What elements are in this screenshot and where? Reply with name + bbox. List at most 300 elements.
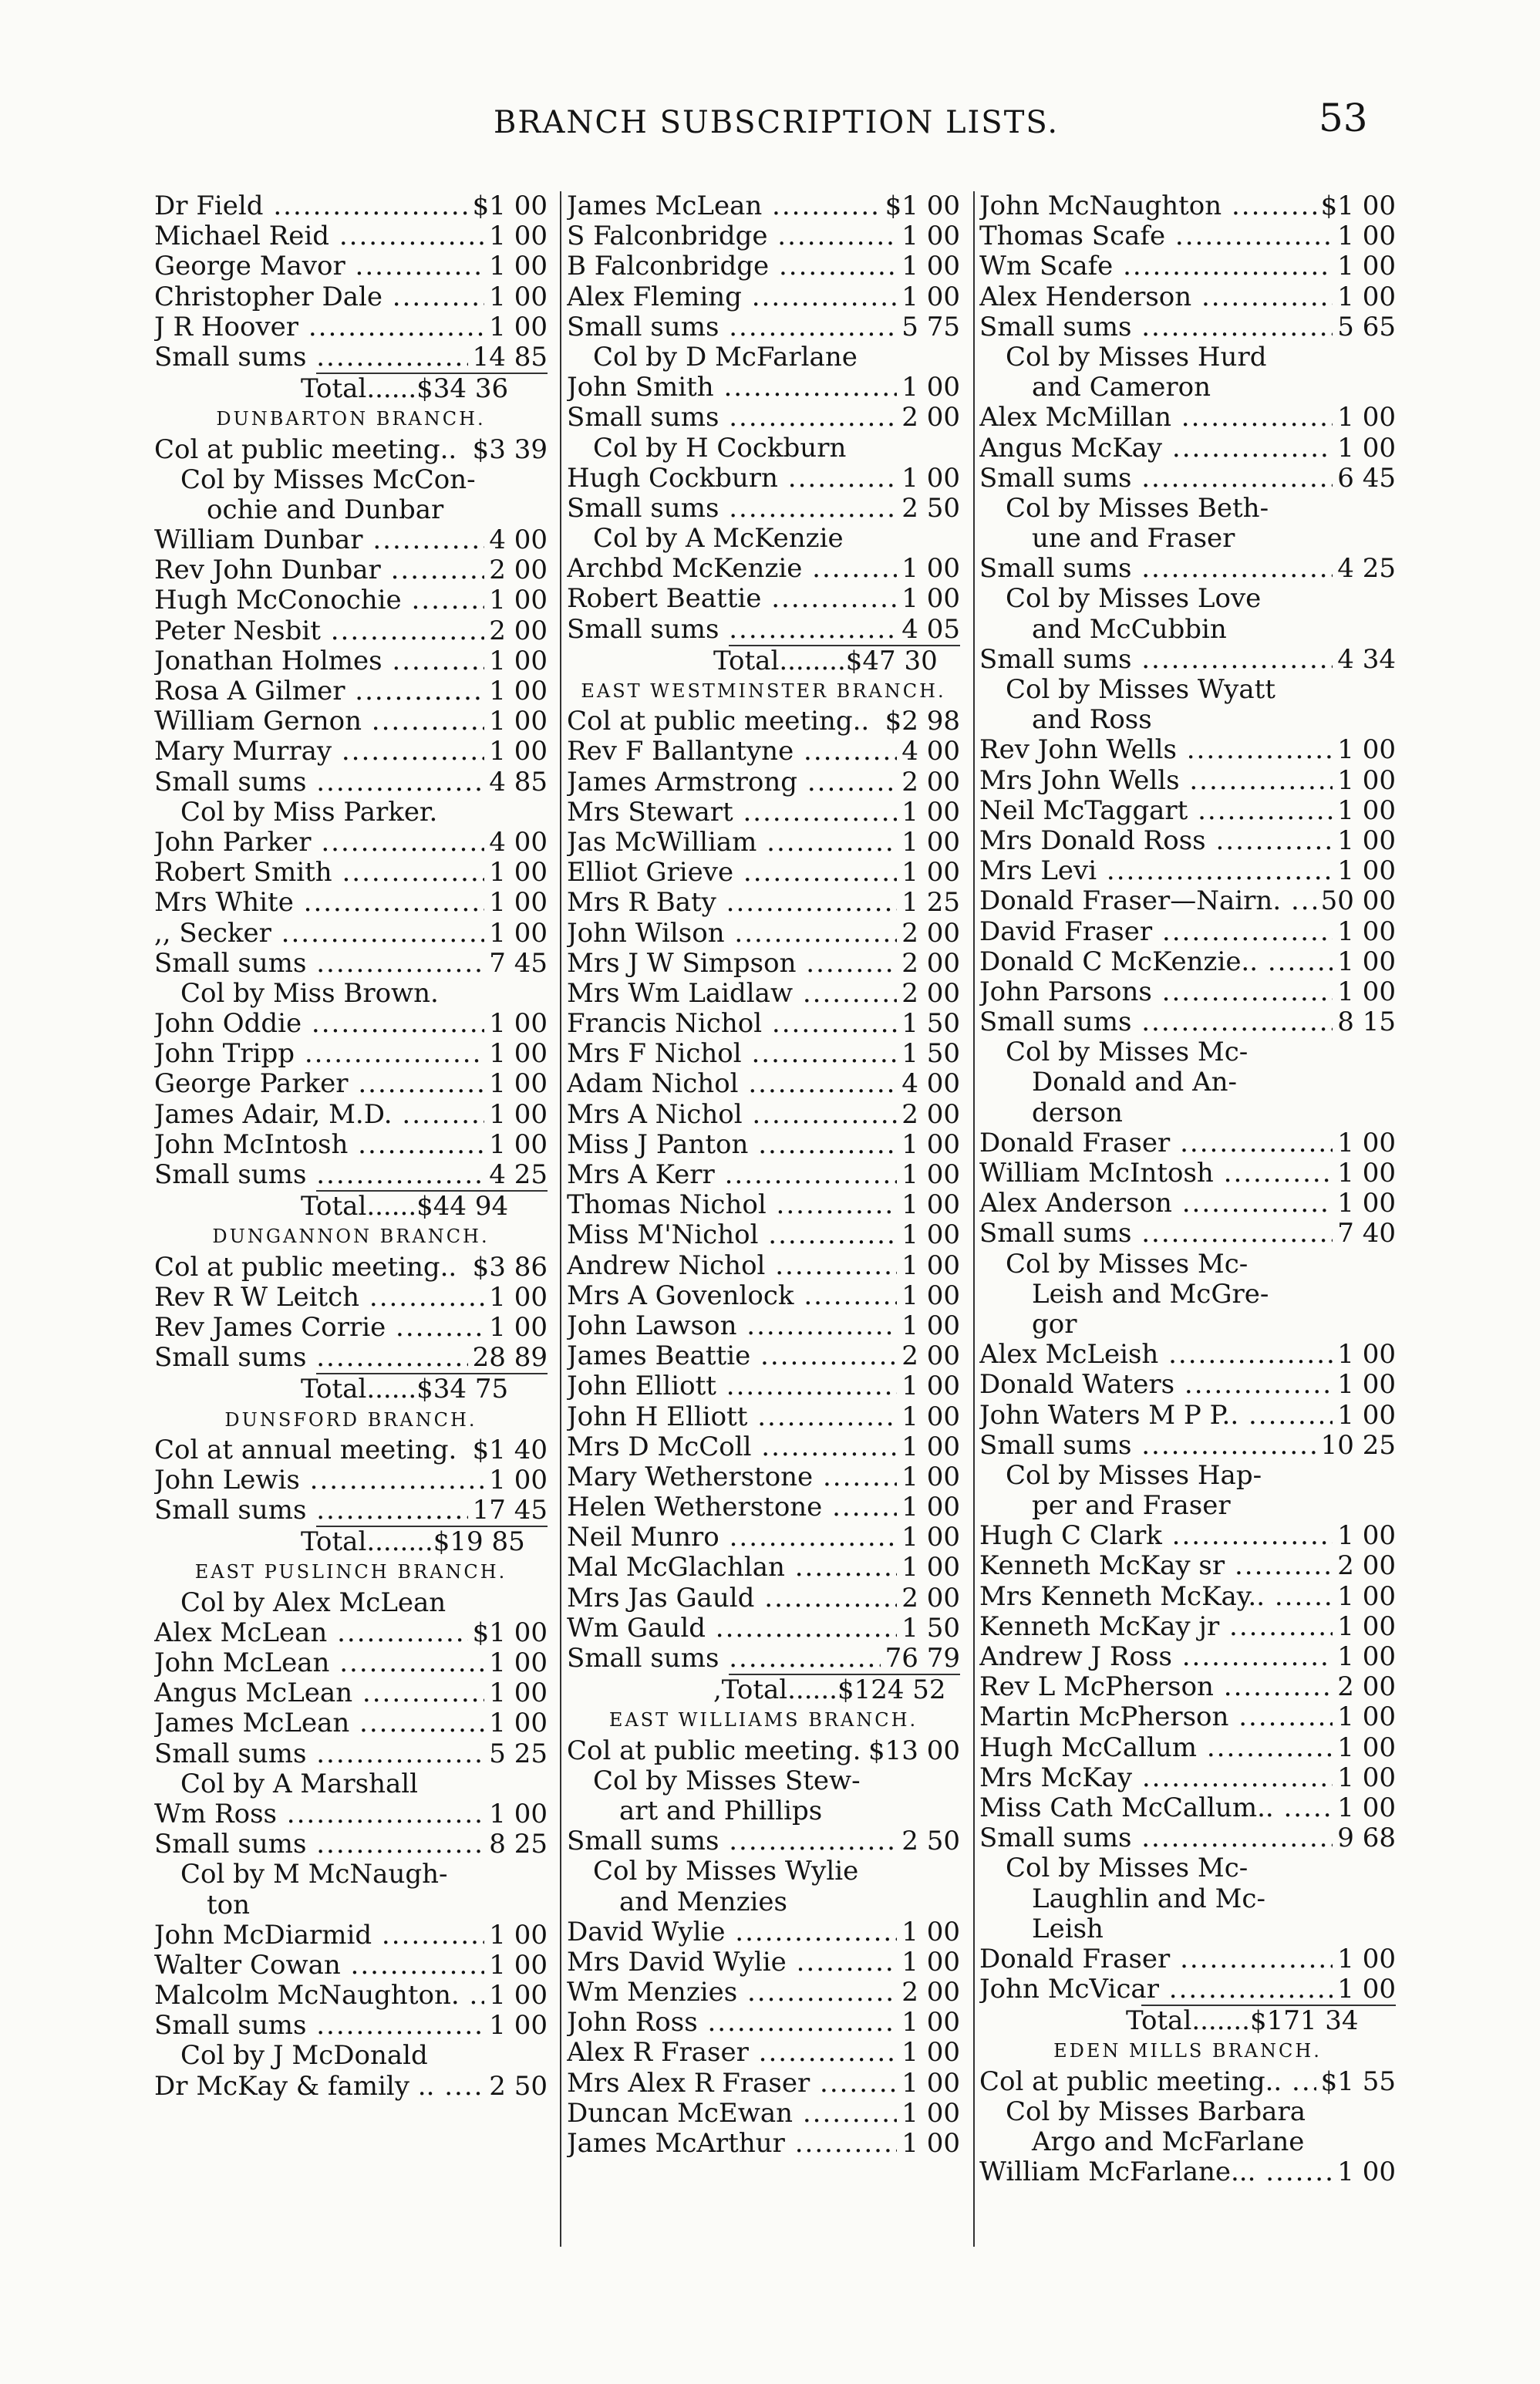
subscription-entry: [154, 1981, 548, 2011]
subscription-entry: [567, 1492, 960, 1522]
subscription-entry: [979, 1521, 1396, 1551]
subscription-entry: [567, 949, 960, 979]
subscriber-name: David Fraser .....: [979, 917, 1333, 947]
subscriber-name: John Tripp .....: [154, 1039, 484, 1069]
amount: 1 00: [1333, 1401, 1396, 1431]
amount: 1 00: [484, 858, 548, 888]
subscriber-name: Small sums .....: [154, 949, 484, 979]
collector-line: Col by Misses Love: [1006, 584, 1262, 615]
subscription-entry: [979, 251, 1396, 282]
amount: 4 34: [1333, 645, 1396, 675]
amount: 1 00: [1333, 917, 1396, 947]
amount: 1 00: [1333, 1733, 1396, 1763]
subscription-entry: [154, 1069, 548, 1099]
subscription-entry: [154, 1920, 548, 1951]
amount: 17 45: [468, 1495, 548, 1526]
subscriber-name: Rev John Wells .....: [979, 735, 1333, 765]
amount: 1 00: [897, 554, 960, 584]
subscriber-name: James Armstrong .....: [567, 767, 897, 797]
subscriber-name: Donald C McKenzie.. .....: [979, 947, 1333, 977]
subscription-entry: [567, 1371, 960, 1401]
subscriber-name: Neil McTaggart .....: [979, 796, 1333, 826]
subscriber-name: George Mavor .....: [154, 251, 484, 282]
subscription-entry: [154, 858, 548, 888]
subscriber-name: Mrs White .....: [154, 888, 484, 918]
collector-line-continued: and McCubbin: [1032, 614, 1227, 645]
subscription-entry: [567, 1281, 960, 1311]
subscriber-name: Andrew Nichol .....: [567, 1251, 897, 1281]
subscriber-name: Alex Fleming .....: [567, 282, 897, 312]
amount: 1 00: [484, 919, 548, 949]
subscription-entry: [979, 403, 1396, 433]
subscriber-name: Dr Field .....: [154, 191, 468, 221]
subscription-entry: [567, 615, 960, 645]
subscriber-name: Mrs McKay .....: [979, 1763, 1333, 1793]
amount: 5 65: [1333, 312, 1396, 342]
subscription-entry: [154, 1951, 548, 1981]
subscriber-name: Small sums .....: [154, 1829, 484, 1860]
amount: 2 00: [484, 555, 548, 585]
amount: 1 00: [484, 1069, 548, 1099]
amount: 1 00: [1333, 735, 1396, 765]
amount: 1 00: [484, 1100, 548, 1130]
amount: 1 00: [484, 585, 548, 615]
amount: 5 25: [484, 1739, 548, 1769]
amount: 28 89: [468, 1343, 548, 1373]
branch-total: Total........$19 85: [301, 1527, 525, 1558]
subscription-entry: [979, 1219, 1396, 1249]
subscription-entry: [979, 2067, 1396, 2097]
collector-line-continued: Argo and McFarlane: [1032, 2127, 1305, 2157]
subscription-entry: [567, 554, 960, 584]
amount: 1 00: [484, 1313, 548, 1343]
subscription-entry: [979, 1401, 1396, 1431]
branch-heading: EAST PUSLINCH BRANCH.: [194, 1561, 507, 1583]
subscriber-name: Miss M'Nichol .....: [567, 1220, 897, 1250]
subscription-entry: [154, 1618, 548, 1648]
subscription-entry: [154, 555, 548, 585]
subscriber-name: Small sums .....: [154, 342, 468, 373]
subscription-entry: [979, 796, 1396, 826]
amount: 1 00: [1333, 1340, 1396, 1370]
collector-line: Col by Misses McCon-: [180, 464, 476, 495]
subscriber-name: Rev John Dunbar .....: [154, 555, 484, 585]
subscriber-name: Small sums .....: [567, 615, 897, 645]
subscription-entry: [979, 856, 1396, 886]
amount: 6 45: [1333, 464, 1396, 494]
subscription-entry: [979, 1672, 1396, 1702]
subscriber-name: Mrs A Govenlock .....: [567, 1281, 897, 1311]
subscription-entry: [567, 1402, 960, 1432]
amount: 1 00: [897, 584, 960, 614]
amount: $1 00: [1316, 191, 1396, 221]
subscriber-name: Jas McWilliam .....: [567, 828, 897, 858]
amount: 2 00: [897, 1978, 960, 2008]
subscription-entry: [154, 1495, 548, 1526]
subscriber-name: Mary Murray .....: [154, 737, 484, 767]
amount: 2 00: [1333, 1551, 1396, 1581]
collector-line: Col by Misses Mc-: [1006, 1853, 1249, 1884]
subscriber-name: Hugh C Clark .....: [979, 1521, 1333, 1551]
subscriber-name: Col at public meeting.. .....: [979, 2067, 1316, 2097]
amount: 50 00: [1316, 886, 1396, 916]
subscriber-name: Small sums .....: [154, 1160, 484, 1190]
subscription-entry: [567, 888, 960, 918]
subscriber-name: Wm Gauld .....: [567, 1613, 897, 1644]
subscription-entry: [979, 1340, 1396, 1370]
subscription-entry: [567, 1220, 960, 1250]
subscriber-name: Small sums .....: [154, 2011, 484, 2041]
collector-line: Col by J McDonald: [180, 2041, 428, 2072]
subscriber-name: John Lewis .....: [154, 1465, 484, 1495]
subscriber-name: Mrs Wm Laidlaw .....: [567, 979, 897, 1009]
subscriber-name: Peter Nesbit .....: [154, 616, 484, 646]
subscription-entry: [567, 1978, 960, 2008]
amount: 1 00: [897, 2008, 960, 2038]
subscriber-name: John H Elliott .....: [567, 1402, 897, 1432]
subscription-entry: [567, 1917, 960, 1947]
branch-heading: EDEN MILLS BRANCH.: [1053, 2040, 1322, 2062]
subscriber-name: Small sums .....: [979, 554, 1333, 584]
amount: 1 00: [897, 2038, 960, 2068]
subscription-entry: [979, 1702, 1396, 1732]
amount: 1 00: [484, 646, 548, 676]
subscription-entry: [154, 1648, 548, 1678]
subscription-entry: [979, 917, 1396, 947]
amount: 4 00: [897, 1069, 960, 1099]
subscriber-name: John Parsons .....: [979, 977, 1333, 1007]
subscription-entry: [567, 1251, 960, 1281]
amount: 1 00: [897, 1371, 960, 1401]
subscriber-name: Small sums .....: [567, 494, 897, 524]
amount: 1 00: [1333, 1582, 1396, 1612]
subscription-entry: [154, 1465, 548, 1495]
subscription-entry: [154, 2011, 548, 2041]
subscription-entry: [567, 1341, 960, 1371]
subscriber-name: Alex McLean .....: [154, 1618, 468, 1648]
subscription-entry: [154, 191, 548, 221]
collector-line: Col by Misses Mc-: [1006, 1037, 1249, 1068]
amount: 8 15: [1333, 1007, 1396, 1037]
subscription-entry: [979, 1642, 1396, 1672]
subscription-entry: [567, 191, 960, 221]
collector-line: Col by Misses Wyatt: [1006, 675, 1275, 705]
subscription-entry: [979, 433, 1396, 464]
amount: 1 00: [484, 1920, 548, 1951]
subscriber-name: Alex Henderson .....: [979, 282, 1333, 312]
amount: 2 00: [897, 767, 960, 797]
subscription-entry: [154, 1739, 548, 1769]
subscription-entry: [154, 1799, 548, 1829]
branch-heading: EAST WESTMINSTER BRANCH.: [581, 680, 946, 702]
collector-line-continued: and Menzies: [619, 1887, 787, 1917]
subscription-entry: [567, 1522, 960, 1553]
amount: 1 00: [484, 251, 548, 282]
amount: 1 00: [484, 221, 548, 251]
subscription-entry: [154, 888, 548, 918]
amount: 1 00: [1333, 947, 1396, 977]
subscription-entry: [154, 1253, 548, 1283]
amount: 1 00: [1333, 1793, 1396, 1823]
amount: $1 55: [1316, 2067, 1396, 2097]
subscription-entry: [567, 979, 960, 1009]
amount: 1 00: [1333, 856, 1396, 886]
subscriber-name: Elliot Grieve .....: [567, 858, 897, 888]
collector-line: Col by A Marshall: [180, 1769, 419, 1799]
subscription-entry: [979, 977, 1396, 1007]
collector-line-continued: ton: [207, 1890, 251, 1920]
collector-line: Col by A McKenzie: [593, 524, 844, 555]
branch-total: Total........$47 30: [713, 646, 938, 676]
subscription-entry: [567, 1947, 960, 1978]
subscriber-name: Wm Scafe .....: [979, 251, 1333, 282]
subscription-entry: [154, 1708, 548, 1738]
subscriber-name: William McFarlane... .....: [979, 2157, 1333, 2187]
subscription-entry: [567, 494, 960, 524]
collector-line-continued: ochie and Dunbar: [207, 494, 444, 525]
collector-line-continued: derson: [1032, 1098, 1123, 1128]
subscriber-name: Duncan McEwan .....: [567, 2099, 897, 2129]
amount: 1 00: [1333, 1158, 1396, 1189]
amount: 1 00: [484, 888, 548, 918]
subscriber-name: Col at annual meeting. .....: [154, 1435, 468, 1465]
subscriber-name: James Beattie .....: [567, 1341, 897, 1371]
subscription-entry: [154, 585, 548, 615]
subscription-entry: [567, 282, 960, 312]
branch-heading: EAST WILLIAMS BRANCH.: [608, 1709, 918, 1732]
subscription-entry: [567, 1069, 960, 1099]
subscriber-name: John Parker .....: [154, 828, 484, 858]
subscription-entry: [979, 2157, 1396, 2187]
subscriber-name: Thomas Nichol .....: [567, 1190, 897, 1220]
subscriber-name: Wm Ross .....: [154, 1799, 484, 1829]
collector-line-continued: Leish: [1032, 1914, 1104, 1944]
subscriber-name: Small sums .....: [979, 645, 1333, 675]
subscriber-name: Miss J Panton .....: [567, 1130, 897, 1160]
amount: 2 00: [897, 1341, 960, 1371]
subscription-entry: [567, 1613, 960, 1644]
subscription-entry: [154, 312, 548, 342]
amount: 1 00: [897, 1522, 960, 1553]
amount: 8 25: [484, 1829, 548, 1860]
amount: 1 00: [1333, 1974, 1396, 2005]
subscriber-name: Walter Cowan .....: [154, 1951, 484, 1981]
subscription-entry: [979, 1551, 1396, 1581]
subscription-entry: [979, 464, 1396, 494]
subscription-entry: [154, 1283, 548, 1313]
amount: 10 25: [1316, 1431, 1396, 1461]
subscription-entry: [154, 949, 548, 979]
subscriber-name: Rev L McPherson .....: [979, 1672, 1333, 1702]
subscription-entry: [567, 1826, 960, 1856]
subscription-entry: [154, 767, 548, 797]
subscription-entry: [979, 1158, 1396, 1189]
subscriber-name: Small sums .....: [979, 1431, 1316, 1461]
subscriber-name: Small sums .....: [154, 767, 484, 797]
subscription-entry: [567, 828, 960, 858]
subscriber-name: Wm Menzies .....: [567, 1978, 897, 2008]
amount: 1 00: [897, 797, 960, 828]
collector-line-continued: and Ross: [1032, 705, 1152, 736]
collector-line: Col by Misses Stew-: [593, 1765, 861, 1796]
amount: 2 00: [1333, 1672, 1396, 1702]
subscriber-name: Mrs A Kerr .....: [567, 1160, 897, 1190]
subscriber-name: Small sums .....: [979, 1823, 1333, 1853]
subscriber-name: Rev F Ballantyne .....: [567, 737, 897, 767]
amount: 1 00: [897, 282, 960, 312]
amount: 9 68: [1333, 1823, 1396, 1853]
subscription-entry: [567, 1160, 960, 1190]
amount: 1 00: [897, 1947, 960, 1978]
subscriber-name: Angus McLean .....: [154, 1678, 484, 1708]
subscriber-name: Mrs R Baty .....: [567, 888, 897, 918]
collector-line-continued: per and Fraser: [1032, 1491, 1231, 1522]
subscriber-name: Donald Fraser .....: [979, 1128, 1333, 1158]
amount: 1 00: [484, 312, 548, 342]
subscription-entry: [154, 1009, 548, 1039]
branch-total: Total.......$171 34: [1126, 2006, 1359, 2037]
running-title: BRANCH SUBSCRIPTION LISTS.: [494, 105, 1060, 140]
subscriber-name: Alex Anderson .....: [979, 1189, 1333, 1219]
subscriber-name: Small sums .....: [979, 312, 1333, 342]
subscription-entry: [979, 766, 1396, 796]
subscription-entry: [567, 797, 960, 828]
amount: 1 00: [897, 2099, 960, 2129]
subscriber-name: James Adair, M.D. .....: [154, 1100, 484, 1130]
amount: 76 79: [881, 1644, 960, 1674]
amount: 1 00: [1333, 1128, 1396, 1158]
subscriber-name: S Falconbridge .....: [567, 221, 897, 251]
amount: 14 85: [468, 342, 548, 373]
subscriber-name: Jonathan Holmes .....: [154, 646, 484, 676]
amount: 2 00: [897, 949, 960, 979]
subscription-entry: [979, 1823, 1396, 1853]
subscriber-name: Donald Waters .....: [979, 1370, 1333, 1400]
collector-line: Col by Misses Beth-: [1006, 493, 1269, 524]
collector-line-continued: Donald and An-: [1032, 1067, 1238, 1098]
subscriber-name: J R Hoover .....: [154, 312, 484, 342]
subscriber-name: Small sums .....: [979, 1007, 1333, 1037]
amount: 2 00: [897, 919, 960, 949]
subscriber-name: James McArthur .....: [567, 2129, 897, 2159]
subscriber-name: Thomas Scafe .....: [979, 221, 1333, 251]
subscriber-name: William McIntosh .....: [979, 1158, 1333, 1189]
amount: 4 85: [484, 767, 548, 797]
amount: 1 00: [1333, 1189, 1396, 1219]
subscription-entry: [567, 1553, 960, 1583]
collector-line-continued: and Cameron: [1032, 373, 1211, 403]
subscriber-name: Neil Munro .....: [567, 1522, 897, 1553]
amount: 1 00: [897, 1432, 960, 1462]
subscriber-name: Mrs Jas Gauld .....: [567, 1583, 897, 1613]
amount: 4 00: [484, 525, 548, 555]
subscriber-name: Rev James Corrie .....: [154, 1313, 484, 1343]
subscription-entry: [154, 1130, 548, 1160]
amount: 1 00: [484, 1678, 548, 1708]
amount: 1 00: [1333, 826, 1396, 856]
subscription-entry: [979, 1007, 1396, 1037]
collector-line: Col by Alex McLean: [180, 1587, 446, 1618]
subscription-entry: [567, 1583, 960, 1613]
subscription-entry: [567, 373, 960, 403]
amount: 2 00: [484, 616, 548, 646]
subscriber-name: John McDiarmid .....: [154, 1920, 484, 1951]
subscription-entry: [154, 1343, 548, 1373]
subscriber-name: Mrs Levi .....: [979, 856, 1333, 886]
amount: $13 00: [864, 1736, 960, 1766]
subscription-entry: [154, 1039, 548, 1069]
subscription-entry: [979, 1612, 1396, 1642]
amount: 1 00: [484, 1039, 548, 1069]
subscription-entry: [154, 919, 548, 949]
collector-line: Col by Miss Brown.: [180, 978, 439, 1009]
amount: 1 00: [897, 1281, 960, 1311]
subscription-entry: [154, 435, 548, 465]
amount: 2 00: [897, 1583, 960, 1613]
subscriber-name: Mrs F Nichol .....: [567, 1039, 897, 1069]
subscription-entry: [567, 2069, 960, 2099]
collector-line: Col by Misses Hurd: [1006, 342, 1267, 373]
subscriber-name: John McIntosh .....: [154, 1130, 484, 1160]
subscriber-name: Rev R W Leitch .....: [154, 1283, 484, 1313]
subscriber-name: William Gernon .....: [154, 706, 484, 737]
amount: 1 00: [897, 1402, 960, 1432]
subscriber-name: Michael Reid .....: [154, 221, 484, 251]
amount: 1 00: [484, 1799, 548, 1829]
amount: 1 00: [1333, 1370, 1396, 1400]
branch-total: ,Total......$124 52: [713, 1675, 946, 1706]
subscriber-name: George Parker .....: [154, 1069, 484, 1099]
subscriber-name: Donald Fraser—Nairn. .....: [979, 886, 1316, 916]
subscriber-name: Small sums .....: [567, 403, 897, 433]
amount: 1 50: [897, 1613, 960, 1644]
amount: 1 00: [1333, 1612, 1396, 1642]
subscriber-name: Kenneth McKay sr .....: [979, 1551, 1333, 1581]
collector-line: Col by M McNaugh-: [180, 1860, 448, 1890]
subscriber-name: John Wilson .....: [567, 919, 897, 949]
amount: $2 98: [881, 706, 960, 737]
subscriber-name: Col at public meeting.. .....: [154, 435, 468, 465]
subscription-entry: [979, 947, 1396, 977]
amount: 4 25: [484, 1160, 548, 1190]
subscriber-name: Small sums .....: [567, 1644, 881, 1674]
amount: $1 00: [881, 191, 960, 221]
subscription-entry: [154, 737, 548, 767]
subscriber-name: David Wylie .....: [567, 1917, 897, 1947]
subscriber-name: John McNaughton .....: [979, 191, 1316, 221]
subscription-entry: [567, 919, 960, 949]
subscription-entry: [979, 1189, 1396, 1219]
subscription-entry: [567, 403, 960, 433]
running-header: [0, 91, 1540, 153]
subscriber-name: Small sums .....: [567, 1826, 897, 1856]
amount: 1 00: [484, 737, 548, 767]
amount: 1 00: [484, 1283, 548, 1313]
collector-line: Col by Miss Parker.: [180, 797, 438, 828]
branch-heading: DUNBARTON BRANCH.: [216, 408, 486, 430]
subscriber-name: Malcolm McNaughton. .....: [154, 1981, 484, 2011]
subscription-entry: [979, 1128, 1396, 1158]
subscriber-name: Andrew J Ross .....: [979, 1642, 1333, 1672]
subscriber-name: Helen Wetherstone .....: [567, 1492, 897, 1522]
subscription-entry: [567, 1100, 960, 1130]
branch-total: Total......$34 75: [301, 1374, 509, 1405]
subscriber-name: Martin McPherson .....: [979, 1702, 1333, 1732]
subscription-entry: [154, 706, 548, 737]
subscriber-name: ,, Secker .....: [154, 919, 484, 949]
amount: 1 00: [1333, 796, 1396, 826]
subscriber-name: John Elliott .....: [567, 1371, 897, 1401]
